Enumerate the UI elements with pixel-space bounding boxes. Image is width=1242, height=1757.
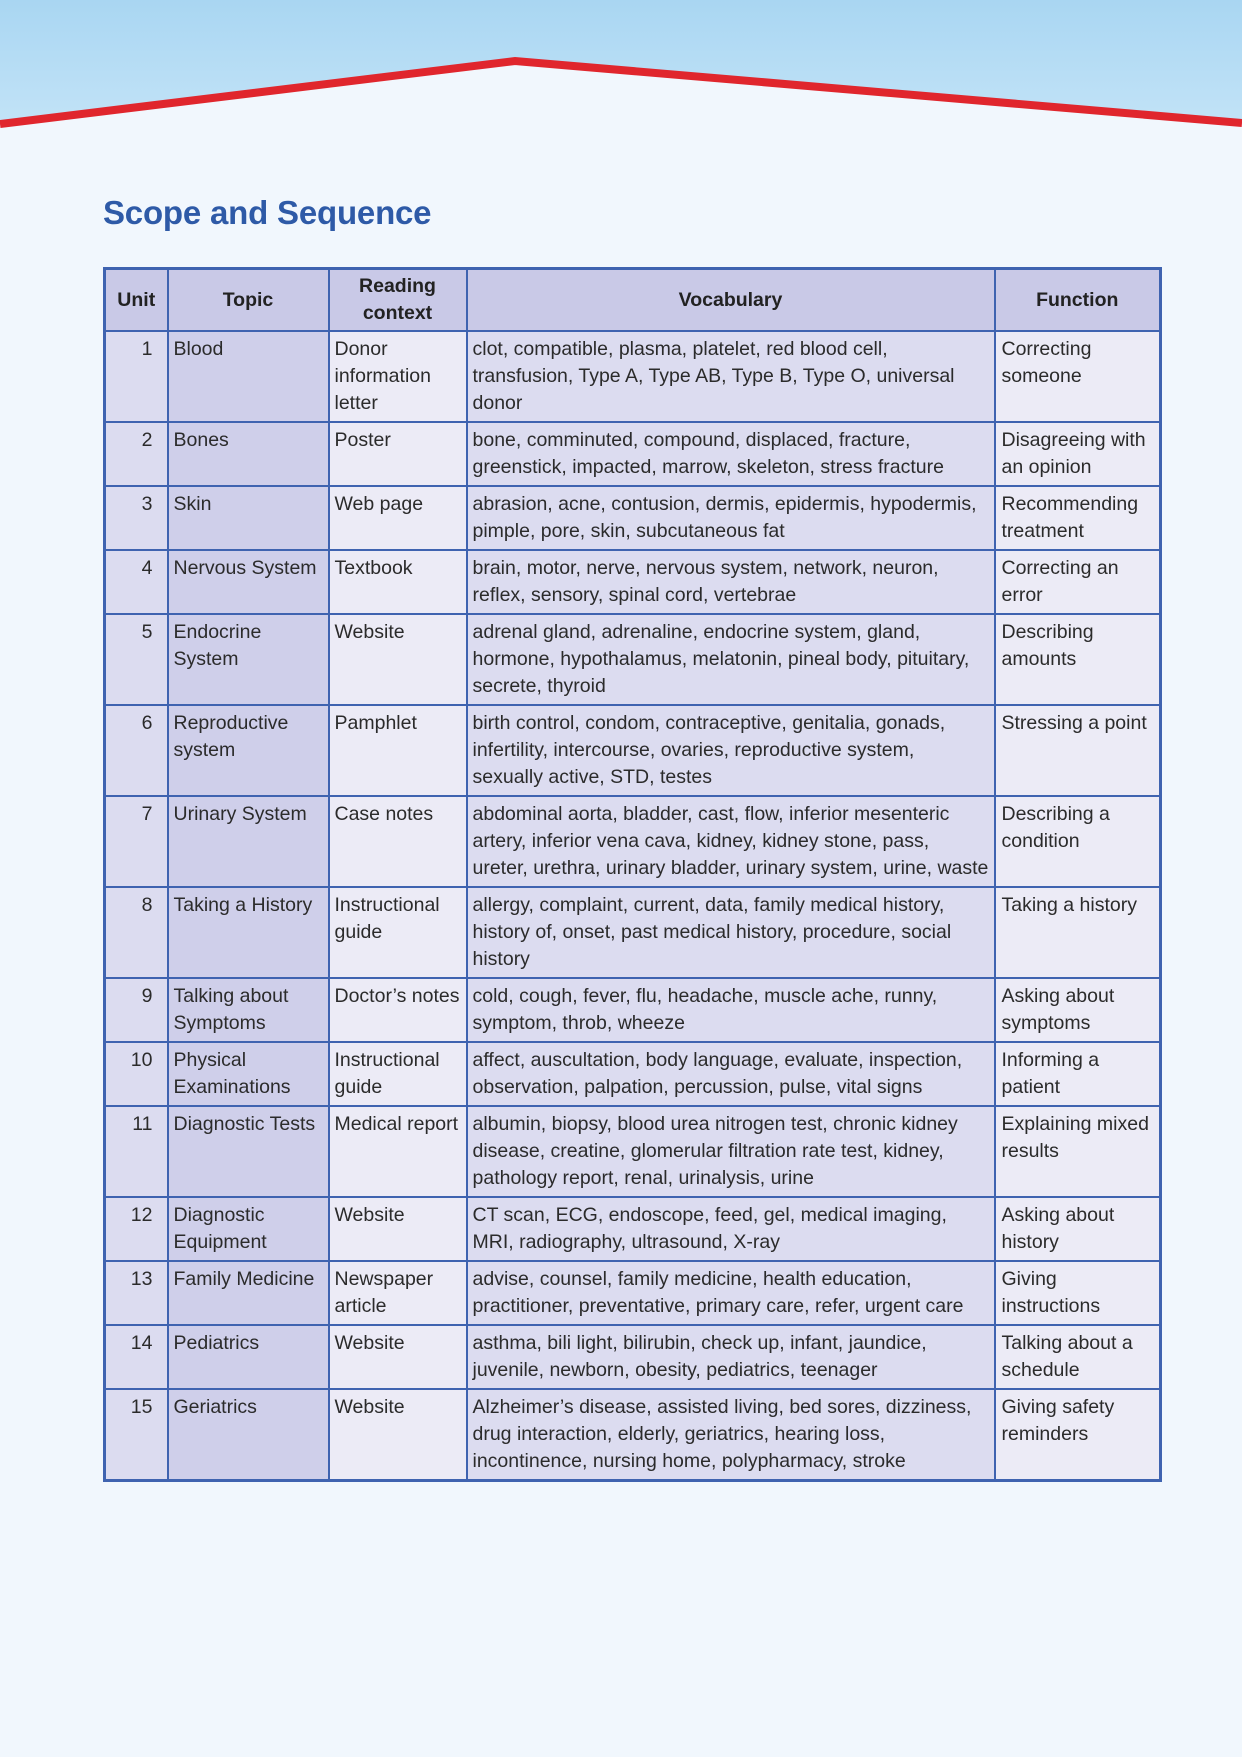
topic-cell: Diagnostic Equipment — [168, 1197, 329, 1261]
table-row — [105, 1389, 1161, 1481]
scope-sequence-table — [103, 267, 1162, 1482]
table-row — [105, 1106, 1161, 1197]
vocabulary-cell: allergy, complaint, current, data, family medical history, history of, onset, past medical history, procedure, social history — [467, 887, 995, 978]
reading-context-cell: Website — [329, 614, 467, 705]
table-body — [105, 331, 1161, 1481]
function-cell: Explaining mixed results — [995, 1106, 1161, 1197]
table-row — [105, 705, 1161, 796]
header-vocabulary: Vocabulary — [467, 269, 995, 332]
unit-cell: 3 — [105, 486, 168, 550]
vocabulary-cell: advise, counsel, family medicine, health education, practitioner, preventative, primary care, refer, urgent care — [467, 1261, 995, 1325]
topic-cell: Family Medicine — [168, 1261, 329, 1325]
topic-cell: Blood — [168, 331, 329, 422]
unit-cell: 4 — [105, 550, 168, 614]
header-function: Function — [995, 269, 1161, 332]
function-cell: Recommending treatment — [995, 486, 1161, 550]
function-cell: Describing a condition — [995, 796, 1161, 887]
function-cell: Correcting someone — [995, 331, 1161, 422]
reading-context-cell: Website — [329, 1389, 467, 1481]
page-title: Scope and Sequence — [103, 194, 432, 231]
topic-cell: Urinary System — [168, 796, 329, 887]
vocabulary-cell: asthma, bili light, bilirubin, check up, infant, jaundice, juvenile, newborn, obesity, pediatrics, teenager — [467, 1325, 995, 1389]
function-cell: Correcting an error — [995, 550, 1161, 614]
reading-context-cell: Pamphlet — [329, 705, 467, 796]
unit-cell: 8 — [105, 887, 168, 978]
unit-cell: 10 — [105, 1042, 168, 1106]
vocabulary-cell: brain, motor, nerve, nervous system, network, neuron, reflex, sensory, spinal cord, vertebrae — [467, 550, 995, 614]
vocabulary-cell: birth control, condom, contraceptive, genitalia, gonads, infertility, intercourse, ovaries, reproductive system, sexually active, STD, testes — [467, 705, 995, 796]
header-topic: Topic — [168, 269, 329, 332]
unit-cell: 15 — [105, 1389, 168, 1481]
unit-cell: 12 — [105, 1197, 168, 1261]
table-row — [105, 1325, 1161, 1389]
topic-cell: Endocrine System — [168, 614, 329, 705]
function-cell: Asking about symptoms — [995, 978, 1161, 1042]
topic-cell: Bones — [168, 422, 329, 486]
unit-cell: 1 — [105, 331, 168, 422]
function-cell: Giving safety reminders — [995, 1389, 1161, 1481]
unit-cell: 5 — [105, 614, 168, 705]
table-header-row — [105, 269, 1161, 332]
topic-cell: Reproductive system — [168, 705, 329, 796]
unit-cell: 11 — [105, 1106, 168, 1197]
vocabulary-cell: adrenal gland, adrenaline, endocrine system, gland, hormone, hypothalamus, melatonin, pineal body, pituitary, secrete, thyroid — [467, 614, 995, 705]
table-row — [105, 1042, 1161, 1106]
unit-cell: 2 — [105, 422, 168, 486]
function-cell: Disagreeing with an opinion — [995, 422, 1161, 486]
topic-cell: Skin — [168, 486, 329, 550]
topic-cell: Diagnostic Tests — [168, 1106, 329, 1197]
unit-cell: 13 — [105, 1261, 168, 1325]
vocabulary-cell: affect, auscultation, body language, evaluate, inspection, observation, palpation, percussion, pulse, vital signs — [467, 1042, 995, 1106]
function-cell: Stressing a point — [995, 705, 1161, 796]
table-row — [105, 331, 1161, 422]
table-row — [105, 614, 1161, 705]
vocabulary-cell: bone, comminuted, compound, displaced, fracture, greenstick, impacted, marrow, skeleton, stress fracture — [467, 422, 995, 486]
vocabulary-cell: Alzheimer’s disease, assisted living, bed sores, dizziness, drug interaction, elderly, geriatrics, hearing loss, incontinence, nursing home, polypharmacy, stroke — [467, 1389, 995, 1481]
reading-context-cell: Doctor’s notes — [329, 978, 467, 1042]
header-unit: Unit — [105, 269, 168, 332]
reading-context-cell: Newspaper article — [329, 1261, 467, 1325]
function-cell: Giving instructions — [995, 1261, 1161, 1325]
vocabulary-cell: abrasion, acne, contusion, dermis, epidermis, hypodermis, pimple, pore, skin, subcutaneous fat — [467, 486, 995, 550]
header-reading-context: Reading context — [329, 269, 467, 332]
vocabulary-cell: clot, compatible, plasma, platelet, red blood cell, transfusion, Type A, Type AB, Type B, Type O, universal donor — [467, 331, 995, 422]
function-cell: Asking about history — [995, 1197, 1161, 1261]
table-row — [105, 422, 1161, 486]
reading-context-cell: Textbook — [329, 550, 467, 614]
reading-context-cell: Web page — [329, 486, 467, 550]
reading-context-cell: Instructional guide — [329, 887, 467, 978]
table-row — [105, 1261, 1161, 1325]
reading-context-cell: Website — [329, 1325, 467, 1389]
table-row — [105, 796, 1161, 887]
table-row — [105, 1197, 1161, 1261]
unit-cell: 7 — [105, 796, 168, 887]
table-row — [105, 550, 1161, 614]
function-cell: Describing amounts — [995, 614, 1161, 705]
reading-context-cell: Instructional guide — [329, 1042, 467, 1106]
reading-context-cell: Case notes — [329, 796, 467, 887]
unit-cell: 6 — [105, 705, 168, 796]
reading-context-cell: Donor information letter — [329, 331, 467, 422]
vocabulary-cell: CT scan, ECG, endoscope, feed, gel, medical imaging, MRI, radiography, ultrasound, X-ray — [467, 1197, 995, 1261]
topic-cell: Geriatrics — [168, 1389, 329, 1481]
vocabulary-cell: cold, cough, fever, flu, headache, muscle ache, runny, symptom, throb, wheeze — [467, 978, 995, 1042]
reading-context-cell: Website — [329, 1197, 467, 1261]
table-row — [105, 486, 1161, 550]
vocabulary-cell: abdominal aorta, bladder, cast, flow, inferior mesenteric artery, inferior vena cava, kidney, kidney stone, pass, ureter, urethra, urinary bladder, urinary system, urine, waste — [467, 796, 995, 887]
topic-cell: Taking a History — [168, 887, 329, 978]
topic-cell: Pediatrics — [168, 1325, 329, 1389]
unit-cell: 14 — [105, 1325, 168, 1389]
table-row — [105, 978, 1161, 1042]
top-banner — [0, 0, 1242, 140]
function-cell: Taking a history — [995, 887, 1161, 978]
function-cell: Informing a patient — [995, 1042, 1161, 1106]
table-row — [105, 887, 1161, 978]
topic-cell: Nervous System — [168, 550, 329, 614]
reading-context-cell: Poster — [329, 422, 467, 486]
unit-cell: 9 — [105, 978, 168, 1042]
topic-cell: Talking about Symptoms — [168, 978, 329, 1042]
function-cell: Talking about a schedule — [995, 1325, 1161, 1389]
reading-context-cell: Medical report — [329, 1106, 467, 1197]
vocabulary-cell: albumin, biopsy, blood urea nitrogen test, chronic kidney disease, creatine, glomerular filtration rate test, kidney, pathology report, renal, urinalysis, urine — [467, 1106, 995, 1197]
topic-cell: Physical Examinations — [168, 1042, 329, 1106]
